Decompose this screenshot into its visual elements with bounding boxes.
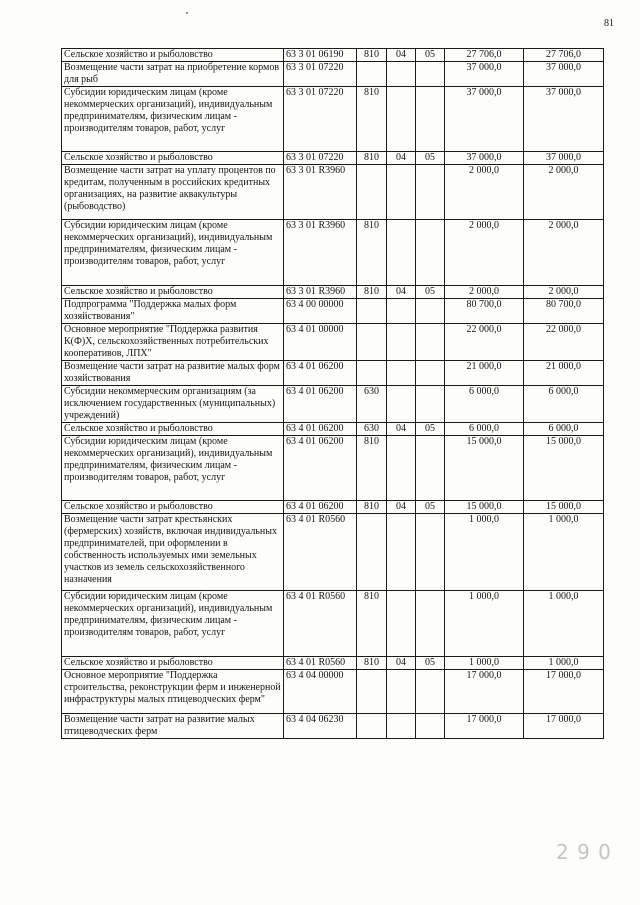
cell-expense-type: [357, 714, 387, 739]
cell-section: [387, 220, 416, 286]
cell-expense-type: 810: [357, 436, 387, 501]
cell-subsection: [416, 87, 445, 152]
cell-subsection: 05: [416, 423, 445, 436]
cell-name: Сельское хозяйство и рыболовство: [62, 657, 284, 670]
budget-table: [61, 48, 604, 739]
table-row: [62, 670, 604, 714]
cell-expense-type: 630: [357, 423, 387, 436]
cell-amount-1: 2 000,0: [445, 286, 524, 299]
cell-code: 63 4 01 R0560: [284, 591, 357, 657]
cell-amount-2: 1 000,0: [524, 657, 604, 670]
cell-amount-2: 27 706,0: [524, 49, 604, 62]
cell-section: 04: [387, 501, 416, 514]
cell-code: 63 3 01 07220: [284, 152, 357, 165]
cell-code: 63 4 01 06200: [284, 501, 357, 514]
cell-name: Сельское хозяйство и рыболовство: [62, 286, 284, 299]
table-row: [62, 514, 604, 591]
cell-amount-1: 1 000,0: [445, 657, 524, 670]
cell-name: Субсидии некоммерческим организациям (за исключением государственных (муниципальных) учреждений): [62, 386, 284, 423]
cell-name: Возмещение части затрат на развитие малых птицеводческих ферм: [62, 714, 284, 739]
cell-amount-2: 2 000,0: [524, 165, 604, 220]
cell-amount-1: 37 000,0: [445, 87, 524, 152]
cell-expense-type: [357, 165, 387, 220]
cell-amount-2: 1 000,0: [524, 591, 604, 657]
cell-code: 63 4 01 R0560: [284, 514, 357, 591]
table-row: [62, 152, 604, 165]
cell-name: Субсидии юридическим лицам (кроме некоммерческих организаций), индивидуальным предпринимателям, физическим лицам - производителям товаров, работ, услуг: [62, 87, 284, 152]
cell-name: Возмещение части затрат крестьянских (фермерских) хозяйств, включая индивидуальных предпринимателей, при оформлении в собственность используемых ими земельных участков из земель сельскохозяйственного назначения: [62, 514, 284, 591]
cell-amount-1: 2 000,0: [445, 220, 524, 286]
cell-amount-1: 15 000,0: [445, 501, 524, 514]
cell-section: 04: [387, 657, 416, 670]
table-row: [62, 714, 604, 739]
cell-expense-type: 810: [357, 220, 387, 286]
cell-subsection: [416, 436, 445, 501]
cell-code: 63 3 01 07220: [284, 62, 357, 87]
table-row: [62, 165, 604, 220]
cell-code: 63 4 01 06200: [284, 386, 357, 423]
table-row: [62, 501, 604, 514]
table-row: [62, 657, 604, 670]
cell-section: [387, 670, 416, 714]
cell-name: Субсидии юридическим лицам (кроме некоммерческих организаций), индивидуальным предпринимателям, физическим лицам - производителям товаров, работ, услуг: [62, 436, 284, 501]
cell-code: 63 3 01 R3960: [284, 165, 357, 220]
cell-expense-type: 810: [357, 286, 387, 299]
page-stamp: 2 9 0: [556, 840, 612, 864]
cell-amount-1: 80 700,0: [445, 299, 524, 324]
cell-amount-2: 6 000,0: [524, 386, 604, 423]
cell-code: 63 4 01 06200: [284, 436, 357, 501]
cell-subsection: [416, 220, 445, 286]
table-row: [62, 62, 604, 87]
cell-subsection: [416, 165, 445, 220]
cell-section: [387, 324, 416, 361]
cell-name: Основное мероприятие "Поддержка строительства, реконструкции ферм и инженерной инфраструктуры малых птицеводческих ферм": [62, 670, 284, 714]
cell-expense-type: [357, 62, 387, 87]
cell-section: 04: [387, 423, 416, 436]
cell-expense-type: 810: [357, 501, 387, 514]
cell-section: [387, 591, 416, 657]
cell-amount-1: 37 000,0: [445, 152, 524, 165]
cell-amount-2: 80 700,0: [524, 299, 604, 324]
cell-code: 63 4 01 R0560: [284, 657, 357, 670]
cell-subsection: 05: [416, 286, 445, 299]
cell-code: 63 3 01 07220: [284, 87, 357, 152]
table-row: [62, 423, 604, 436]
cell-code: 63 4 00 00000: [284, 299, 357, 324]
cell-amount-2: 2 000,0: [524, 286, 604, 299]
cell-amount-2: 15 000,0: [524, 501, 604, 514]
cell-subsection: 05: [416, 501, 445, 514]
cell-expense-type: [357, 514, 387, 591]
cell-amount-2: 15 000,0: [524, 436, 604, 501]
cell-code: 63 4 01 00000: [284, 324, 357, 361]
cell-subsection: 05: [416, 657, 445, 670]
cell-amount-1: 2 000,0: [445, 165, 524, 220]
cell-section: [387, 714, 416, 739]
cell-code: 63 4 04 00000: [284, 670, 357, 714]
cell-subsection: 05: [416, 49, 445, 62]
cell-subsection: [416, 714, 445, 739]
cell-subsection: [416, 299, 445, 324]
cell-name: Сельское хозяйство и рыболовство: [62, 152, 284, 165]
cell-subsection: [416, 361, 445, 386]
cell-code: 63 4 01 06200: [284, 361, 357, 386]
table-row: [62, 220, 604, 286]
cell-amount-2: 21 000,0: [524, 361, 604, 386]
cell-expense-type: 810: [357, 87, 387, 152]
cell-name: Сельское хозяйство и рыболовство: [62, 501, 284, 514]
cell-section: 04: [387, 152, 416, 165]
table-row: [62, 324, 604, 361]
cell-subsection: [416, 514, 445, 591]
cell-name: Возмещение части затрат на приобретение кормов для рыб: [62, 62, 284, 87]
cell-section: [387, 165, 416, 220]
cell-subsection: [416, 670, 445, 714]
cell-section: 04: [387, 286, 416, 299]
cell-name: Сельское хозяйство и рыболовство: [62, 49, 284, 62]
cell-code: 63 3 01 06190: [284, 49, 357, 62]
table-row: [62, 436, 604, 501]
cell-section: 04: [387, 49, 416, 62]
cell-amount-1: 17 000,0: [445, 714, 524, 739]
cell-amount-2: 37 000,0: [524, 152, 604, 165]
cell-amount-2: 37 000,0: [524, 87, 604, 152]
budget-table-body: [62, 49, 604, 739]
cell-expense-type: 810: [357, 49, 387, 62]
cell-subsection: [416, 386, 445, 423]
cell-amount-2: 2 000,0: [524, 220, 604, 286]
cell-amount-1: 22 000,0: [445, 324, 524, 361]
cell-section: [387, 361, 416, 386]
cell-amount-2: 17 000,0: [524, 670, 604, 714]
cell-name: Возмещение части затрат на уплату процентов по кредитам, полученным в российских кредитных организациях, на развитие аквакультуры (рыбоводство): [62, 165, 284, 220]
cell-expense-type: 810: [357, 591, 387, 657]
cell-name: Сельское хозяйство и рыболовство: [62, 423, 284, 436]
table-row: [62, 591, 604, 657]
cell-section: [387, 87, 416, 152]
cell-code: 63 3 01 R3960: [284, 286, 357, 299]
cell-name: Возмещение части затрат на развитие малых форм хозяйствования: [62, 361, 284, 386]
cell-name: Подпрограмма "Поддержка малых форм хозяйствования": [62, 299, 284, 324]
cell-amount-1: 6 000,0: [445, 386, 524, 423]
cell-section: [387, 386, 416, 423]
cell-amount-1: 1 000,0: [445, 514, 524, 591]
cell-amount-1: 1 000,0: [445, 591, 524, 657]
cell-subsection: [416, 324, 445, 361]
table-row: [62, 361, 604, 386]
cell-expense-type: [357, 361, 387, 386]
cell-subsection: 05: [416, 152, 445, 165]
cell-name: Основное мероприятие "Поддержка развития К(Ф)Х, сельскохозяйственных потребительских кооперативов, ЛПХ": [62, 324, 284, 361]
cell-amount-1: 27 706,0: [445, 49, 524, 62]
cell-section: [387, 436, 416, 501]
cell-code: 63 4 01 06200: [284, 423, 357, 436]
cell-amount-1: 17 000,0: [445, 670, 524, 714]
cell-amount-2: 37 000,0: [524, 62, 604, 87]
table-row: [62, 386, 604, 423]
cell-expense-type: 810: [357, 152, 387, 165]
cell-name: Субсидии юридическим лицам (кроме некоммерческих организаций), индивидуальным предпринимателям, физическим лицам - производителям товаров, работ, услуг: [62, 591, 284, 657]
cell-amount-1: 15 000,0: [445, 436, 524, 501]
cell-amount-1: 37 000,0: [445, 62, 524, 87]
cell-subsection: [416, 591, 445, 657]
scan-speck: [186, 12, 188, 14]
cell-expense-type: [357, 670, 387, 714]
cell-section: [387, 514, 416, 591]
cell-amount-1: 21 000,0: [445, 361, 524, 386]
cell-name: Субсидии юридическим лицам (кроме некоммерческих организаций), индивидуальным предпринимателям, физическим лицам - производителям товаров, работ, услуг: [62, 220, 284, 286]
cell-amount-2: 1 000,0: [524, 514, 604, 591]
cell-subsection: [416, 62, 445, 87]
cell-expense-type: 810: [357, 657, 387, 670]
table-row: [62, 299, 604, 324]
cell-code: 63 4 04 06230: [284, 714, 357, 739]
table-row: [62, 87, 604, 152]
cell-section: [387, 62, 416, 87]
cell-expense-type: 630: [357, 386, 387, 423]
cell-expense-type: [357, 324, 387, 361]
table-row: [62, 49, 604, 62]
page-number: 81: [604, 18, 614, 29]
cell-code: 63 3 01 R3960: [284, 220, 357, 286]
cell-expense-type: [357, 299, 387, 324]
cell-amount-2: 22 000,0: [524, 324, 604, 361]
cell-section: [387, 299, 416, 324]
cell-amount-2: 17 000,0: [524, 714, 604, 739]
cell-amount-1: 6 000,0: [445, 423, 524, 436]
cell-amount-2: 6 000,0: [524, 423, 604, 436]
table-row: [62, 286, 604, 299]
